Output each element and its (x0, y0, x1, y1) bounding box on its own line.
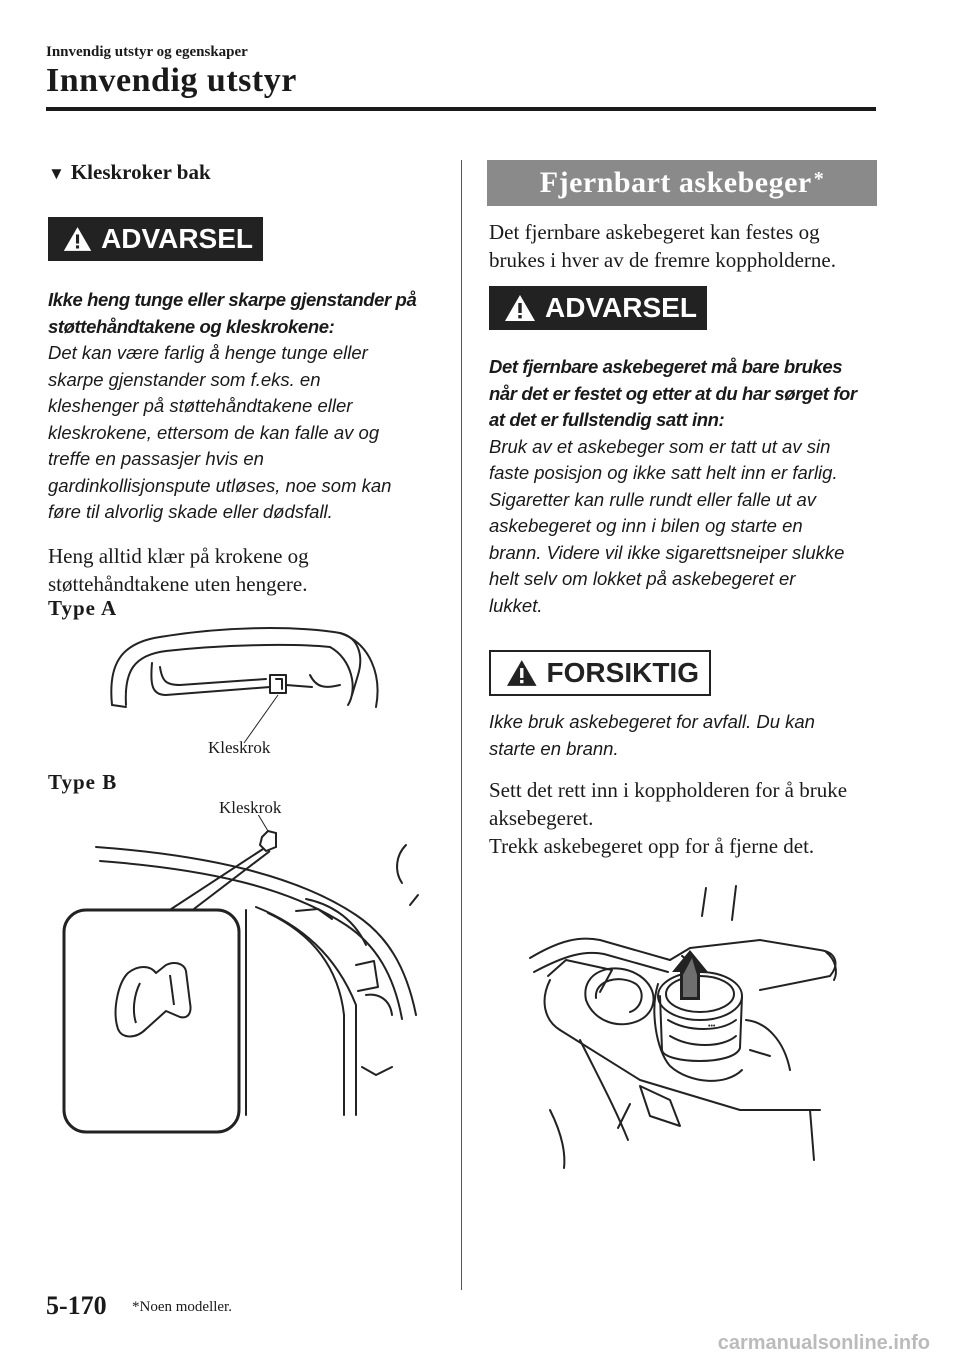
warning-triangle-icon (503, 293, 537, 323)
warning-line: gardinkollisjonspute utløses, noe som kan (48, 474, 392, 496)
hook-callout-label-b: Kleskrok (219, 798, 282, 817)
warning-line: skarpe gjenstander som f.eks. en (48, 368, 321, 390)
caution-badge-label: FORSIKTIG (546, 657, 699, 688)
title-divider (46, 107, 876, 111)
caution-line: Ikke bruk askebegeret for avfall. Du kan (489, 711, 815, 732)
body-line: brukes i hver av de fremre koppholderne. (489, 248, 836, 272)
footnote: *Noen modeller. (132, 1299, 232, 1315)
body-line: Heng alltid klær på krokene og (48, 544, 309, 568)
page-title: Innvendig utstyr (46, 62, 297, 99)
warning-line: treffe en passasjer hvis en (48, 448, 264, 469)
body-paragraph-left (48, 542, 309, 598)
triangle-down-icon: ▼ (48, 164, 65, 183)
warning-line: brann. Videre vil ikke sigarettsneiper slukke (489, 541, 845, 563)
type-a-label: Type A (48, 596, 118, 620)
column-divider (461, 160, 462, 1290)
warning-badge-label: ADVARSEL (545, 292, 697, 323)
warning-line: når det er festet og etter at du har sørget for (489, 382, 857, 404)
warning-line: faste posisjon og ikke satt helt inn er farlig. (489, 462, 838, 483)
page-number: 5-170 (46, 1291, 107, 1320)
type-b-label: Type B (48, 770, 118, 794)
warning-line: føre til alvorlig skade eller dødsfall. (48, 501, 333, 522)
warning-triangle-icon (505, 658, 539, 688)
caution-badge (489, 650, 711, 696)
rear-pillar-hook-illustration (56, 815, 426, 1145)
body-line: Trekk askebegeret opp for å fjerne det. (489, 834, 815, 858)
watermark: carmanualsonline.info (717, 1332, 930, 1354)
ashtray-marking: ••• (708, 1023, 716, 1030)
warning-line: Ikke heng tunge eller skarpe gjenstander på (48, 289, 417, 310)
warning-line: Det kan være farlig å henge tunge eller (48, 342, 368, 363)
caution-text (489, 709, 889, 762)
warning-badge (489, 286, 707, 330)
warning-line: at det er fullstendig satt inn: (489, 409, 725, 430)
warning-line: støttehåndtakene og kleskrokene: (48, 315, 335, 337)
warning-text-left (48, 287, 448, 526)
hook-callout-label-a: Kleskrok (208, 738, 271, 757)
warning-triangle-icon (62, 224, 93, 254)
warning-line: Sigaretter kan rulle rundt eller falle ut av (489, 488, 817, 510)
warning-line: kleskrokene, ettersom de kan falle av og (48, 421, 380, 443)
body-line: Sett det rett inn i koppholderen for å bruke (489, 778, 848, 802)
ashtray-console-illustration (520, 880, 850, 1170)
body-paragraph-right (489, 776, 847, 860)
warning-text-right (489, 354, 889, 619)
caution-line: starte en brann. (489, 737, 619, 759)
warning-badge-label: ADVARSEL (101, 223, 253, 254)
warning-line: helt selv om lokket på askebegeret er (489, 568, 796, 589)
assist-grip-illustration (90, 615, 390, 745)
body-line: aksebegeret. (489, 806, 594, 830)
section-banner-ashtray (487, 160, 877, 206)
intro-paragraph-right (489, 218, 836, 274)
section-heading-clothes-hooks (48, 160, 211, 185)
body-line: Det fjernbare askebegeret kan festes og (489, 220, 820, 244)
optional-asterisk: * (813, 167, 825, 190)
warning-line: askebegeret og inn i bilen og starte en (489, 515, 803, 536)
section-heading-text: Kleskroker bak (70, 160, 211, 184)
body-line: støttehåndtakene uten hengere. (48, 572, 308, 596)
warning-line: Bruk av et askebeger som er tatt ut av sin (489, 435, 831, 457)
warning-line: kleshenger på støttehåndtakene eller (48, 395, 353, 416)
warning-line: Det fjernbare askebegeret må bare brukes (489, 356, 843, 377)
breadcrumb: Innvendig utstyr og egenskaper (46, 44, 248, 60)
warning-line: lukket. (489, 594, 543, 616)
warning-badge (48, 217, 263, 261)
section-banner-title: Fjernbart askebeger (539, 166, 812, 199)
